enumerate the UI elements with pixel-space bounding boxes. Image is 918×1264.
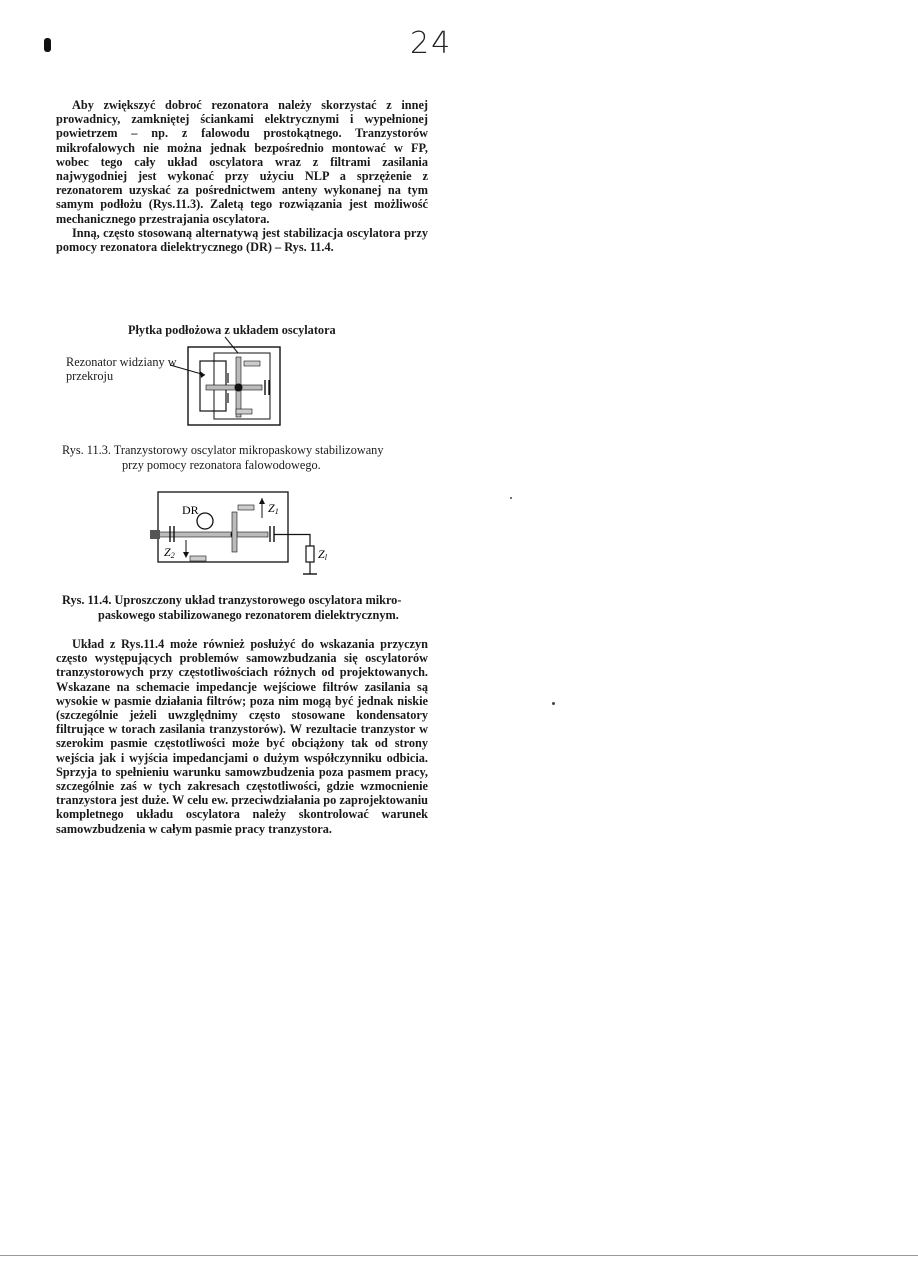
input-termination [150,530,160,539]
leader-line-substrate [225,337,238,353]
bias-filter-z2 [190,556,206,561]
figure1-label-substrate: Płytka podłożowa z układem oscylatora [128,323,336,337]
figure2-diagram [150,490,340,580]
microstrip-horizontal [206,385,262,390]
zl-label: Zl [318,547,327,562]
figure1-caption-line1: Rys. 11.3. Tranzystorowy oscylator mikropaskowy stabilizowany [62,443,384,457]
scan-border-line [0,1255,918,1256]
scan-speck [510,497,512,499]
punch-hole-mark [44,38,51,52]
figure1-caption [62,443,432,473]
figure2-caption-line2: paskowego stabilizowanego rezonatorem dielektrycznym. [98,608,399,622]
arrow-head-resonator [200,371,205,378]
figure1-label-resonator: Rezonator widziany w przekroju [66,355,177,383]
figure1-caption-line2: przy pomocy rezonatora falowodowego. [122,458,321,472]
transistor-node [235,384,243,392]
scan-speck [552,702,555,705]
body-paragraph: Układ z Rys.11.4 może również posłużyć do wskazania przyczyn często występujących problemów samowzbudzania się oscylatorów tranzystorowych przy częstotliwościach różnych od projektowanych. Wskazane na schemacie impedancje wejściowe filtrów zasilania są wysokie w pasmie działania filtrów; poza nim mogą być jednak niskie (szczególnie jeżeli uwzględnimy często stosowane kondensatory filtrujące w torach zasilania tranzystorów). W rezultacie tranzystor w szerokim pasmie częstotliwości może być obciążony tak od strony wejścia jak i wyjścia impedancjami o dużym współczynniku odbicia. Sprzyja to spełnieniu warunku samowzbudzenia poza pasmem pracy, szczególnie zaś w tych zakresach częstotliwości, gdzie wzmocnienie tranzystora jest duże. W celu ew. przeciwdziałania po zaprojektowaniu kompletnego układu oscylatora należy skontrolować warunek samowzbudzenia w całym pasmie pracy tranzystora. [56,637,428,836]
z1-arrow-head [259,498,265,504]
dr-label: DR [182,503,199,517]
figure2-caption [62,593,432,623]
body-text [56,637,428,836]
intro-text [56,98,428,254]
bias-filter-top [244,361,260,366]
bias-filter-bottom [236,409,252,414]
bias-filter-z1 [238,505,254,510]
output-line [274,535,310,547]
figure1-diagram [170,335,330,445]
gate-stub [232,512,237,552]
intro-paragraph: Aby zwiększyć dobroć rezonatora należy skorzystać z innej prowadnicy, zamkniętej ściankami elektrycznymi i wypełnionej powietrzem – np. z falowodu prostokątnego. Tranzystorów mikrofalowych nie można jednak bezpośrednio montować w FP, wobec tego cały układ oscylatora wraz z filtrami zasilania najwygodniej jest wykonać przy użyciu NLP a sprzężenie z rezonatorem uzyskać za pośrednictwem anteny wykonanej na tym samym podłożu (Rys.11.3). Zaletą tego rozwiązania jest możliwość mechanicznego przestrajania oscylatora. [56,98,428,226]
intro-paragraph: Inną, często stosowaną alternatywą jest stabilizacja oscylatora przy pomocy rezonatora dielektrycznego (DR) – Rys. 11.4. [56,225,428,255]
figure2-caption-line1: Rys. 11.4. Uproszczony układ tranzystorowego oscylatora mikro- [62,593,402,607]
dielectric-resonator [197,513,213,529]
z1-label: Z1 [268,501,279,516]
z2-label: Z2 [164,545,175,560]
load-resistor [306,546,314,562]
z2-arrow-head [183,552,189,558]
page-number: 24 [410,26,453,61]
